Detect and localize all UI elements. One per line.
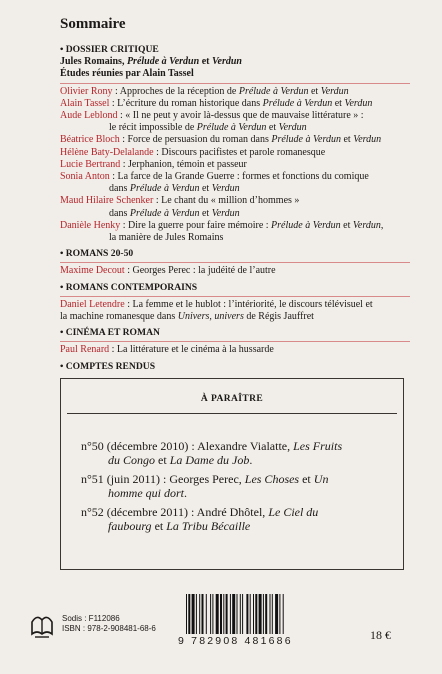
barcode-bar: [212, 594, 213, 634]
entry-title: : La femme et le hublot : l’intériorité, le discours télévisuel et: [124, 298, 373, 310]
barcode-bar: [259, 594, 262, 634]
barcode-bar: [226, 594, 228, 634]
catalog-info: [62, 614, 156, 634]
toc-entry: [60, 159, 410, 171]
entry-author: Danièle Henky: [60, 219, 121, 231]
toc-entry: [60, 265, 410, 277]
section-dossier-critique: • DOSSIER CRITIQUE: [60, 44, 159, 55]
barcode-bar: [242, 594, 243, 634]
isbn: ISBN : 978-2-908481-68-6: [62, 624, 156, 633]
barcode-bar: [188, 594, 190, 634]
barcode-bar: [199, 594, 200, 634]
barcode-bar: [255, 594, 257, 634]
toc-entry: Béatrice Bloch : Force de persuasion du roman dans Prélude à Verdun et Verdun: [60, 134, 382, 146]
barcode-bar: [263, 594, 264, 634]
barcode-bar: [223, 594, 224, 634]
entry-author: Olivier Rony: [60, 85, 113, 97]
entry-author: Aude Leblond: [60, 110, 118, 122]
sodis-code: Sodis : F112086: [62, 614, 120, 623]
barcode: [186, 594, 328, 640]
divider: [60, 262, 410, 263]
entry-title: : Jerphanion, témoin et passeur: [120, 158, 247, 170]
forthcoming-item: n°50 (décembre 2010) : Alexandre Vialatte, Les Fruits du Congo et La Dame du Job.: [81, 439, 343, 467]
barcode-bar: [192, 594, 195, 634]
barcode-bar: [270, 594, 271, 634]
entry-title: : La farce de la Grande Guerre : formes et fonctions du comique: [109, 171, 369, 183]
entry-title: : L’écriture du roman historique dans: [109, 97, 263, 109]
dossier-entries: [60, 86, 410, 245]
section-romans-20-50: • ROMANS 20-50: [60, 248, 134, 260]
barcode-bar: [272, 594, 273, 634]
section-cinema-et-roman: • CINÉMA ET ROMAN: [60, 327, 160, 339]
barcode-bar: [279, 594, 280, 634]
entry-title: : Force de persuasion du roman dans: [119, 134, 272, 146]
toc-entry: Sonia Anton : La farce de la Grande Guerre : formes et fonctions du comique dans Prélude à Verdun et Verdun: [60, 171, 369, 195]
entry-author: Paul Renard: [60, 344, 110, 356]
entry-title: : Approches de la réception de: [112, 85, 239, 97]
barcode-bar: [220, 594, 222, 634]
dossier-editor: Études réunies par Alain Tassel: [60, 68, 194, 80]
toc-entry: Olivier Rony : Approches de la réception de Prélude à Verdun et Verdun: [60, 85, 349, 97]
barcode-bar: [186, 594, 187, 634]
entry-author: Lucie Bertrand: [60, 158, 121, 170]
forthcoming-title: À PARAÎTRE: [200, 394, 264, 404]
entry-title: : « Il ne peut y avoir là-dessus que de mauvaise littérature » :: [117, 110, 364, 122]
entry-author: Béatrice Bloch: [60, 134, 120, 146]
toc-entry: Danièle Henky : Dire la guerre pour faire mémoire : Prélude à Verdun et Verdun, la manière de Jules Romains: [60, 219, 384, 244]
barcode-bar: [237, 594, 238, 634]
entry-author: Daniel Letendre: [60, 298, 125, 310]
barcode-bar: [196, 594, 197, 634]
toc-entry: Alain Tassel : L’écriture du roman historique dans Prélude à Verdun et Verdun: [60, 97, 373, 109]
toc-entry: Maud Hilaire Schenker : Le chant du « million d’hommes » dans Prélude à Verdun et Verdun: [60, 195, 300, 219]
forthcoming-item: n°52 (décembre 2011) : André Dhôtel, Le Ciel du faubourg et La Tribu Bécaille: [81, 505, 319, 533]
entry-title: : La littérature et le cinéma à la hussarde: [109, 344, 274, 356]
entry-title: : Dire la guerre pour faire mémoire :: [120, 219, 272, 231]
forthcoming-item: n°51 (juin 2011) : Georges Perec, Les Choses et Un homme qui dort.: [81, 472, 329, 500]
section-comptes-rendus: • COMPTES RENDUS: [60, 360, 156, 372]
barcode-bar: [265, 594, 267, 634]
publisher-logo: [29, 610, 55, 640]
forthcoming-box: [60, 378, 404, 570]
barcode-bar: [210, 594, 211, 634]
entry-author: Maxime Decout: [60, 265, 125, 277]
forthcoming-list: [81, 440, 389, 539]
barcode-bar: [283, 594, 284, 634]
toc-entry: Daniel Letendre : La femme et le hublot : l’intériorité, le discours télévisuel et la machine romanesque dans Univers, univers de Régis Jauffret: [60, 298, 373, 323]
barcode-number: 9 782908 481686: [178, 635, 293, 647]
table-of-contents: [60, 44, 410, 373]
price: 18 €: [370, 628, 391, 642]
divider: [67, 413, 397, 414]
divider: [60, 296, 410, 297]
section-romans-contemporains: • ROMANS CONTEMPORAINS: [60, 281, 198, 293]
barcode-bar: [206, 594, 207, 634]
entry-author: Maud Hilaire Schenker: [60, 195, 154, 207]
entry-author: Alain Tassel: [60, 97, 110, 109]
barcode-bar: [250, 594, 251, 634]
toc-entry: [60, 147, 410, 159]
barcode-bar: [240, 594, 241, 634]
barcode-bar: [216, 594, 219, 634]
toc-entry: Aude Leblond : « Il ne peut y avoir là-dessus que de mauvaise littérature » : le récit impossible de Prélude à Verdun et Verdun: [60, 110, 364, 134]
divider: [60, 83, 410, 84]
entry-title: : Georges Perec : la judéité de l’autre: [124, 265, 276, 277]
divider: [60, 341, 410, 342]
barcode-bar: [230, 594, 231, 634]
toc-entry: [60, 344, 410, 356]
barcode-bar: [202, 594, 204, 634]
barcode-bar: [246, 594, 248, 634]
entry-title: : Le chant du « million d’hommes »: [153, 195, 300, 207]
barcode-bar: [275, 594, 278, 634]
entry-author: Hélène Baty-Delalande: [60, 146, 154, 158]
dossier-subtitle: Jules Romains, Prélude à Verdun et Verdun: [60, 56, 242, 68]
page-title: Sommaire: [60, 16, 126, 32]
barcode-bar: [253, 594, 254, 634]
entry-title: : Discours pacifistes et parole romanesque: [153, 146, 326, 158]
entry-author: Sonia Anton: [60, 171, 110, 183]
barcode-bar: [232, 594, 235, 634]
